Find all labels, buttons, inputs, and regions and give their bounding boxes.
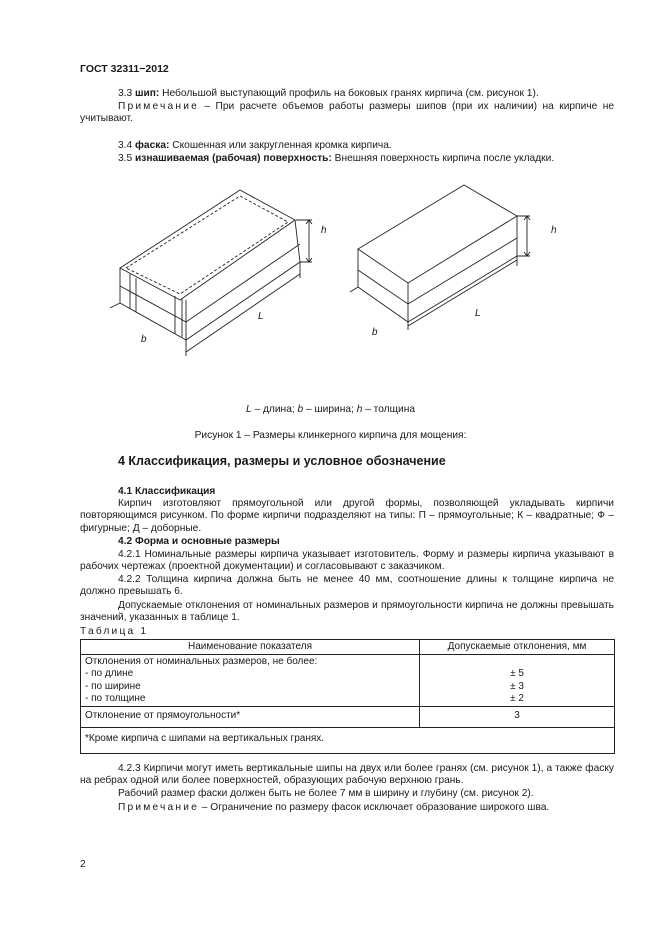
legend-symbol-h: h: [356, 404, 363, 415]
section-4-2-3-text: 4.2.3 Кирпичи могут иметь вертикальные шипы на двух или более гранях (см. рисунок 1), а также фаску на ребрах одной или более поверхностей, образующих рабочую верхнюю грань.: [80, 763, 614, 787]
legend-text-width: – ширина;: [303, 404, 357, 415]
legend-symbol-L: L: [245, 404, 252, 415]
rectangularity-name: Отклонение от прямоугольности*: [81, 707, 420, 728]
section-4-1-heading: 4.1 Классификация: [118, 486, 216, 497]
definition-text: Внешняя поверхность кирпича после укладки.: [331, 153, 555, 164]
note-label: Примечание: [118, 802, 199, 813]
rectangularity-value: 3: [420, 707, 615, 728]
header-tolerance: Допускаемые отклонения, мм: [420, 640, 615, 655]
legend-symbol-b: b: [297, 404, 304, 415]
brick-drawings: [0, 180, 661, 395]
figure-1: [0, 180, 661, 395]
table-label: Таблица 1: [80, 626, 149, 637]
note-4-2-3: [80, 802, 614, 814]
figure-legend: [0, 404, 661, 416]
row-width-value: ± 3: [510, 680, 524, 692]
row-width-name: - по ширине: [85, 680, 141, 692]
group-title: Отклонения от номинальных размеров, не более:: [85, 656, 318, 668]
page-number: 2: [80, 859, 86, 870]
term: фаска:: [135, 140, 170, 151]
note-text: – При расчете объемов работы размеры шипов (при их наличии) на кирпиче не учитывают.: [80, 101, 614, 125]
row-length-name: - по длине: [85, 668, 134, 680]
term: шип:: [135, 88, 160, 99]
tolerance-table: [80, 639, 615, 754]
header-indicator: Наименование показателя: [81, 640, 420, 655]
definition-3-5: [80, 153, 614, 165]
dimension-values-cell: [420, 655, 615, 707]
left-dim-b: b: [141, 334, 147, 345]
left-dim-h: h: [321, 225, 327, 236]
right-dim-h: h: [551, 225, 557, 236]
definition-3-3: [80, 88, 614, 100]
dimension-deviations-cell: [81, 655, 420, 707]
legend-text-thickness: – толщина: [362, 404, 415, 415]
legend-text-length: – длина;: [251, 404, 298, 415]
table-header-row: [81, 640, 615, 655]
clause-number: 3.5: [118, 153, 135, 164]
clause-number: 3.4: [118, 140, 135, 151]
tolerance-text: Допускаемые отклонения от номинальных размеров и прямоугольности кирпича не должны превышать значений, указанных в таблице 1.: [80, 600, 614, 624]
row-thickness-value: ± 2: [510, 692, 524, 704]
section-4-heading: 4 Классификация, размеры и условное обозначение: [118, 454, 446, 468]
right-dim-L: L: [475, 308, 481, 319]
definition-text: Скошенная или закругленная кромка кирпича.: [169, 140, 392, 151]
note-label: Примечание: [118, 101, 199, 112]
left-dim-L: L: [258, 311, 264, 322]
brick-with-lugs-drawing: [110, 190, 312, 356]
section-4-2-heading: 4.2 Форма и основные размеры: [118, 536, 280, 547]
note-text: – Ограничение по размеру фасок исключает образование широкого шва.: [198, 802, 550, 813]
right-dim-b: b: [372, 327, 378, 338]
section-4-2-2-text: 4.2.2 Толщина кирпича должна быть не менее 40 мм, соотношение длины к толщине кирпича не должно превышать 6.: [80, 574, 614, 598]
term: изнашиваемая (рабочая) поверхность:: [135, 153, 332, 164]
plain-brick-drawing: [350, 185, 530, 330]
table-row: [81, 707, 615, 728]
chamfer-text: Рабочий размер фаски должен быть не более 7 мм в ширину и глубину (см. рисунок 2).: [118, 788, 534, 799]
section-4-1-text: Кирпич изготовляют прямоугольной или другой формы, позволяющей укладывать кирпичи повторяющимся рисунком. По форме кирпичи подразделяют на типы: П – прямоугольные; К – квадратные; Ф – фигурные; Д – доборные.: [80, 498, 614, 534]
note-3-3: [80, 101, 614, 126]
definition-text: Небольшой выступающий профиль на боковых гранях кирпича (см. рисунок 1).: [159, 88, 539, 99]
section-4-2-1-text: 4.2.1 Номинальные размеры кирпича указывает изготовитель. Форму и размеры кирпича указывают в рабочих чертежах (проектной документации) и согласовывают с заказчиком.: [80, 549, 614, 573]
table-row: [81, 728, 615, 754]
table-row: [81, 655, 615, 707]
clause-number: 3.3: [118, 88, 135, 99]
document-header: ГОСТ 32311−2012: [80, 63, 169, 75]
definition-3-4: [80, 140, 614, 152]
row-thickness-name: - по толщине: [85, 692, 146, 704]
row-length-value: ± 5: [510, 668, 524, 680]
figure-caption: Рисунок 1 – Размеры клинкерного кирпича для мощения:: [194, 430, 467, 441]
table-footnote: *Кроме кирпича с шипами на вертикальных гранях.: [81, 728, 615, 754]
